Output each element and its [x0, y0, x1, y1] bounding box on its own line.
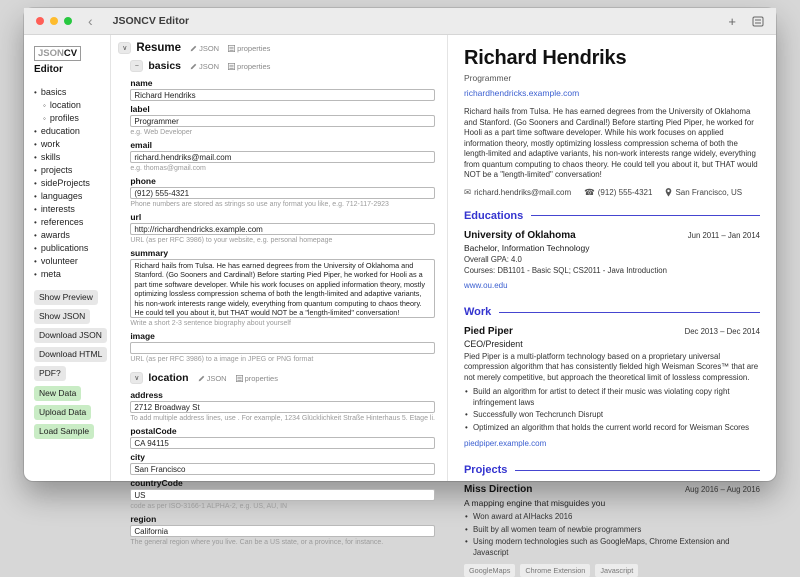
keyword-tag: Javascript	[595, 564, 638, 577]
text-input[interactable]	[130, 525, 435, 537]
collapse-toggle-button[interactable]: ∨	[118, 42, 131, 54]
edit-json-label: JSON	[199, 61, 220, 71]
section-heading: Projects	[463, 464, 508, 477]
sidebar-actions-gray	[34, 290, 107, 381]
form-field	[130, 212, 435, 245]
work-item	[464, 326, 760, 451]
envelope-icon: ✉	[463, 186, 472, 197]
sidebar-nav-item[interactable]	[34, 190, 107, 203]
sidebar-nav-label: volunteer	[40, 256, 78, 266]
sidebar-nav-label: publications	[40, 243, 89, 253]
sidebar-nav-item[interactable]	[34, 138, 107, 151]
form-field	[130, 452, 435, 475]
contact-phone	[584, 188, 652, 197]
section-nav	[34, 86, 107, 281]
education-item	[464, 230, 760, 294]
main-area	[24, 35, 776, 575]
back-icon[interactable]: ‹	[88, 13, 93, 29]
field-label: postalCode	[130, 426, 177, 436]
sidebar-nav-label: basics	[40, 87, 67, 97]
bullet-icon: •	[34, 140, 37, 149]
form-field	[130, 248, 435, 328]
field-hint: URL (as per RFC 3986) to a image in JPEG or PNG format	[130, 356, 314, 363]
section-heading-row	[464, 210, 760, 222]
sidebar-nav-item[interactable]	[34, 86, 107, 99]
sidebar-nav-label: meta	[40, 269, 61, 279]
location-pin-icon	[665, 188, 672, 197]
field-label: city	[130, 452, 145, 462]
sidebar-nav-item[interactable]	[34, 151, 107, 164]
text-input[interactable]	[130, 223, 435, 235]
contact-location-text: San Francisco, US	[675, 187, 743, 197]
field-hint: code as per ISO-3166-1 ALPHA-2, e.g. US, AU, IN	[130, 503, 288, 510]
education-degree: Bachelor, Information Technology	[463, 243, 590, 253]
sidebar-action-button[interactable]: Show Preview	[34, 290, 98, 305]
form-editor	[111, 35, 448, 546]
field-label: email	[130, 140, 153, 150]
sidebar-nav-item[interactable]	[34, 255, 107, 268]
text-input[interactable]	[130, 89, 435, 101]
properties-label: properties	[244, 373, 278, 383]
sidebar-nav-label: profiles	[49, 113, 79, 123]
field-hint: Phone numbers are stored as strings so use any format you like, e.g. 712-117-2923	[130, 201, 389, 208]
field-label: name	[130, 78, 153, 88]
bullet-icon: •	[34, 166, 37, 175]
sidebar-nav-label: sideProjects	[40, 178, 90, 188]
sidebar-action-button[interactable]: Download HTML	[34, 347, 107, 362]
field-hint: e.g. Web Developer	[130, 129, 193, 136]
text-input[interactable]	[130, 115, 435, 127]
text-input[interactable]	[130, 437, 435, 449]
location-section-header	[130, 372, 435, 384]
website-link[interactable]: richardhendricks.example.com	[463, 88, 580, 98]
project-summary: A mapping engine that misguides you	[463, 497, 606, 508]
app-logo-subtitle: Editor	[34, 64, 63, 75]
section-title: Resume	[136, 42, 182, 54]
text-input[interactable]	[130, 187, 435, 199]
sidebar-action-button[interactable]: Load Sample	[34, 424, 94, 439]
sidebar-nav-label: awards	[40, 230, 70, 240]
field-label: countryCode	[130, 478, 183, 488]
sidebar-nav-item[interactable]	[34, 125, 107, 138]
project-dates: Aug 2016 – Aug 2016	[684, 485, 760, 495]
text-input[interactable]	[130, 489, 435, 501]
bullet-icon: •	[34, 88, 37, 97]
sidebar-nav-label: education	[40, 126, 80, 136]
form-field	[130, 514, 435, 547]
education-section	[464, 210, 760, 294]
text-input[interactable]	[130, 151, 435, 163]
sidebar-nav-label: references	[40, 217, 84, 227]
zoom-window-button[interactable]	[64, 17, 72, 25]
section-heading-row	[464, 464, 760, 476]
phone-icon: ☎	[584, 186, 595, 197]
new-tab-icon[interactable]: +	[728, 13, 736, 29]
work-summary: Pied Piper is a multi-platform technology based on a proprietary universal compression algorithm that has consistently fielded high Weisman Scores™ that are not merely competitive, but approach the theoretical limit of lossless compression.	[463, 352, 759, 382]
bullet-icon: •	[34, 127, 37, 136]
properties-button[interactable]	[228, 44, 270, 53]
bullet-icon: ◦	[43, 114, 46, 123]
edit-json-label: JSON	[199, 43, 220, 53]
bullet-icon: ◦	[43, 101, 46, 110]
sidebar-action-button[interactable]: PDF?	[34, 366, 66, 381]
field-label: region	[130, 514, 157, 524]
bullet-icon: •	[34, 192, 37, 201]
field-label: image	[130, 331, 155, 341]
sidebar-nav-label: languages	[40, 191, 83, 201]
section-heading-row	[464, 306, 760, 318]
project-item	[464, 484, 760, 577]
sidebar-nav-item[interactable]	[34, 203, 107, 216]
contact-phone-text: (912) 555-4321	[597, 187, 653, 197]
edit-json-label: JSON	[206, 373, 227, 383]
traffic-lights	[36, 17, 72, 25]
properties-label: properties	[237, 61, 271, 71]
field-label: label	[130, 104, 150, 114]
sidebar-nav-label: interests	[40, 204, 75, 214]
sidebar-action-button[interactable]: Upload Data	[34, 405, 91, 420]
contact-email	[464, 188, 571, 197]
education-institution: University of Oklahoma	[463, 229, 576, 241]
resume-label: Programmer	[463, 73, 512, 83]
sidebar-nav-label: skills	[40, 152, 61, 162]
basics-fields	[130, 78, 435, 245]
logo-text-json: JSON	[38, 48, 64, 59]
window-title: JSONCV Editor	[112, 15, 190, 27]
field-hint: URL (as per RFC 3986) to your website, e.g. personal homepage	[130, 237, 333, 244]
sidebar-nav-label: location	[49, 100, 81, 110]
sidebar-nav-item[interactable]	[34, 99, 107, 112]
properties-label: properties	[237, 43, 271, 53]
properties-button[interactable]	[236, 374, 278, 383]
location-fields	[130, 390, 435, 547]
work-link[interactable]: piedpiper.example.com	[463, 439, 547, 449]
education-dates: Jun 2011 – Jan 2014	[687, 230, 760, 240]
logo-text-cv: CV	[63, 48, 78, 59]
projects-section	[464, 464, 760, 577]
window-titlebar	[24, 8, 776, 35]
form-field	[130, 426, 435, 449]
bullet-icon: •	[34, 218, 37, 227]
pencil-icon	[198, 375, 205, 382]
highlight-item: • Built by all women team of newbie programmers	[464, 525, 760, 535]
highlight-item: • Using modern technologies such as GoogleMaps, Chrome Extension and Javascript	[464, 537, 760, 558]
section-rule	[515, 470, 760, 471]
app-logo	[34, 46, 81, 61]
collapse-toggle-button[interactable]: −	[130, 60, 143, 72]
keyword-tag: GoogleMaps	[464, 564, 515, 577]
field-label: address	[130, 390, 163, 400]
section-rule	[499, 312, 760, 313]
resume-section-header	[118, 42, 435, 54]
contact-email-text: richard.hendriks@mail.com	[474, 187, 572, 197]
work-dates: Dec 2013 – Dec 2014	[684, 327, 760, 336]
bullet-icon: •	[34, 257, 37, 266]
text-input[interactable]	[130, 463, 435, 475]
form-field	[130, 390, 435, 423]
preview-pane	[448, 35, 776, 575]
edit-json-button[interactable]	[198, 374, 227, 383]
section-heading: Educations	[463, 209, 524, 222]
sidebar-action-button[interactable]: Download JSON	[34, 328, 107, 343]
sidebar-nav-item[interactable]	[34, 112, 107, 125]
form-field	[130, 176, 435, 209]
education-gpa: Overall GPA: 4.0	[463, 255, 522, 264]
sidebar	[24, 35, 111, 481]
summary-textarea[interactable]	[130, 259, 435, 318]
resume-name: Richard Hendriks	[463, 47, 627, 69]
sidebar-nav-label: projects	[40, 165, 73, 175]
sidebar-nav-item[interactable]	[34, 242, 107, 255]
highlight-item: • Successfully won Techcrunch Disrupt	[464, 410, 760, 420]
sidebar-nav-item[interactable]	[34, 268, 107, 281]
app-window	[24, 8, 776, 575]
form-field	[130, 140, 435, 173]
project-name: Miss Direction	[463, 484, 533, 496]
text-input[interactable]	[130, 342, 435, 354]
sidebar-nav-label: work	[40, 139, 60, 149]
minimize-window-button[interactable]	[50, 17, 58, 25]
field-label: phone	[130, 176, 156, 186]
form-field	[130, 331, 435, 364]
work-company: Pied Piper	[463, 326, 513, 337]
education-link[interactable]: www.ou.edu	[463, 281, 508, 290]
bullet-icon: •	[34, 205, 37, 214]
field-label: summary	[130, 248, 169, 258]
section-title: location	[148, 372, 189, 384]
project-highlights	[464, 512, 760, 558]
properties-icon	[236, 375, 243, 382]
work-section	[464, 306, 760, 451]
education-courses: Courses: DB1101 - Basic SQL; CS2011 - Java Introduction	[463, 266, 667, 275]
resume-summary: Richard hails from Tulsa. He has earned degrees from the University of Oklahoma and Stanford. (Go Sooners and Cardinal!) Before starting Pied Piper, he worked for Hooli as a part time software developer. While his work focuses on applied information theory, mostly optimizing lossless compression schema of both the length-limited and adaptive variants, his non-work interests range widely, everything from quantum computing to chaos theory. He could tell you about it, but THAT would NOT be a "length-limited" conversation!	[463, 107, 758, 179]
field-hint: To add multiple address lines, use . For example, 1234 Glücklichkeit Straße Hinterhaus 5. Etage li.	[130, 415, 435, 422]
collapse-toggle-button[interactable]: ∨	[130, 372, 143, 384]
section-rule	[531, 215, 760, 216]
edit-json-button[interactable]	[190, 44, 219, 53]
highlight-item: • Build an algorithm for artist to detect if their music was violating copy right infringement laws	[464, 387, 760, 408]
form-field	[130, 104, 435, 137]
properties-button[interactable]	[228, 62, 270, 71]
field-hint: e.g. thomas@gmail.com	[130, 165, 206, 172]
field-hint: Write a short 2-3 sentence biography about yourself	[130, 320, 291, 327]
close-window-button[interactable]	[36, 17, 44, 25]
sidebar-nav-item[interactable]	[34, 216, 107, 229]
project-tags	[464, 564, 760, 577]
bullet-icon: •	[34, 179, 37, 188]
sidebar-action-button[interactable]: Show JSON	[34, 309, 90, 324]
bullet-icon: •	[34, 231, 37, 240]
bullet-icon: •	[34, 153, 37, 162]
basics-section-header	[130, 60, 435, 72]
pencil-icon	[190, 63, 197, 70]
sidebar-nav-item[interactable]	[34, 229, 107, 242]
contact-location	[665, 188, 742, 197]
tab-overview-icon[interactable]	[752, 16, 764, 27]
field-label: url	[130, 212, 142, 222]
form-field	[130, 78, 435, 101]
properties-icon	[228, 63, 235, 70]
text-input[interactable]	[130, 401, 435, 413]
properties-icon	[228, 45, 235, 52]
edit-json-button[interactable]	[190, 62, 219, 71]
sidebar-nav-item[interactable]	[34, 177, 107, 190]
work-highlights	[464, 387, 760, 433]
pencil-icon	[190, 45, 197, 52]
contact-row	[464, 188, 760, 197]
keyword-tag: Chrome Extension	[520, 564, 590, 577]
sidebar-nav-item[interactable]	[34, 164, 107, 177]
sidebar-actions-green	[34, 386, 107, 439]
bullet-icon: •	[34, 244, 37, 253]
section-title: basics	[148, 60, 182, 72]
highlight-item: • Won award at AIHacks 2016	[464, 512, 760, 522]
field-hint: The general region where you live. Can be a US state, or a province, for instance.	[130, 539, 384, 546]
sidebar-action-button[interactable]: New Data	[34, 386, 81, 401]
work-position: CEO/President	[463, 339, 523, 349]
highlight-item: • Optimized an algorithm that holds the current world record for Weisman Scores	[464, 423, 760, 433]
form-field	[130, 478, 435, 511]
section-heading: Work	[463, 306, 492, 318]
bullet-icon: •	[34, 270, 37, 279]
